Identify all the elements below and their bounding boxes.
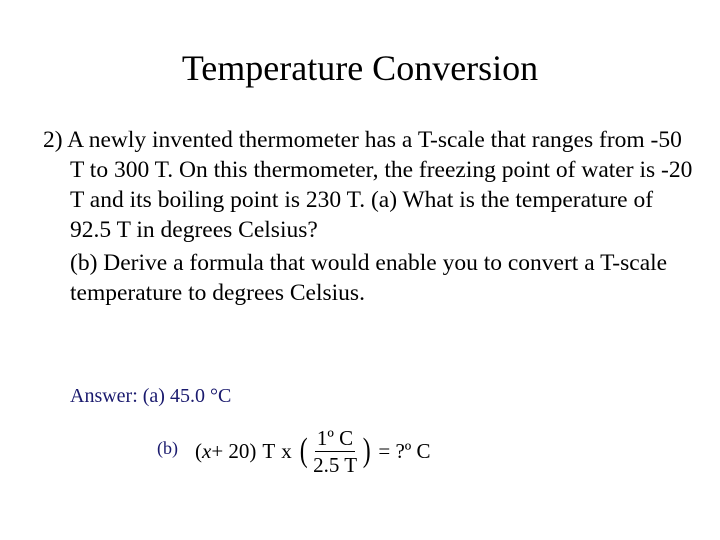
formula-frac-open: ( (299, 432, 308, 469)
problem-lead: 2) A newly invented thermometer has a T-scale that ranges from -50 T to 300 T. On this thermometer, the freezing point of water is -20 T and its boiling point is 230 T. (a) What is the temperature of 92.5 T in degrees Celsius? (43, 127, 693, 243)
formula-frac-close: ) (362, 432, 371, 469)
formula-plus-term: + 20) (211, 438, 257, 463)
slide-title: Temperature Conversion (181, 48, 539, 88)
problem-part-b: (b) Derive a formula that would enable you to convert a T-scale temperature to degrees Celsius. (70, 250, 668, 306)
formula-variable: x (202, 438, 212, 463)
formula-result: = ?º C (378, 438, 431, 463)
problem-text (43, 125, 693, 308)
answer-b-label: (b) (157, 438, 178, 458)
formula-open-paren: ( (195, 438, 202, 463)
formula-fraction (311, 426, 359, 477)
conversion-formula (195, 420, 431, 482)
formula-denominator: 2.5 T (313, 452, 358, 477)
formula-unit-t: T (262, 438, 276, 463)
answer-line-a: Answer: (a) 45.0 °C (70, 385, 232, 407)
formula-times: x (281, 438, 292, 463)
formula-numerator: 1º C (316, 425, 354, 450)
